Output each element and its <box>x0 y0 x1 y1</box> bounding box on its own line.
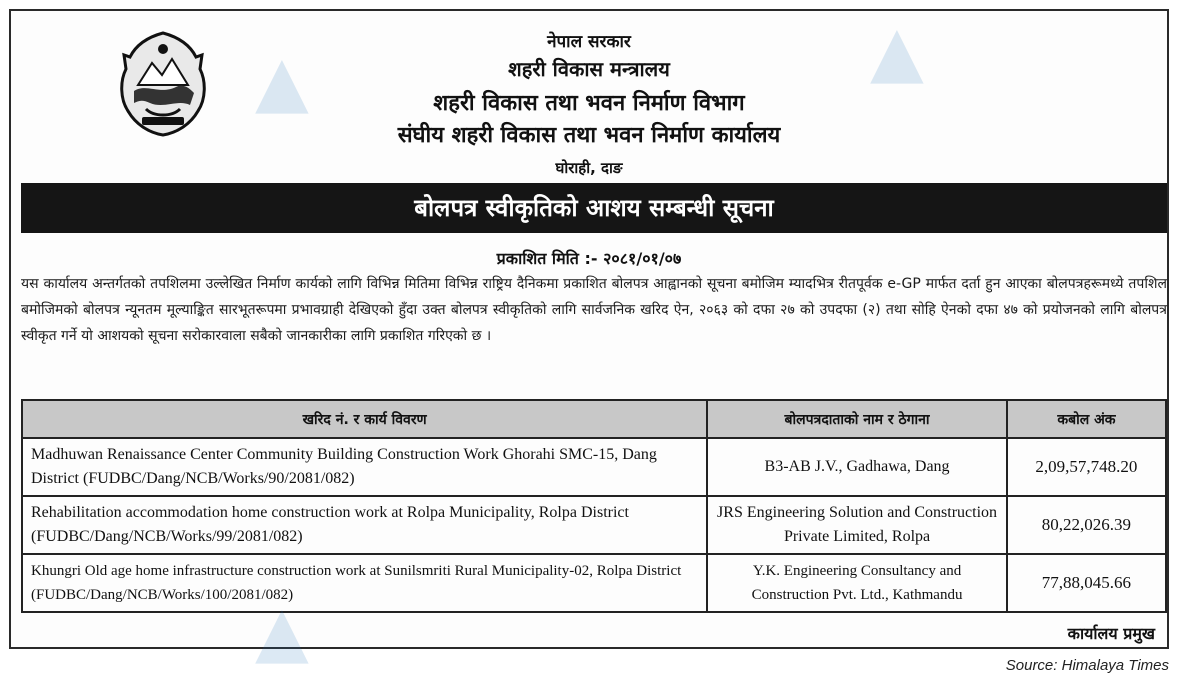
published-date: प्रकाशित मिति :- २०८१/०१/०७ <box>496 249 682 268</box>
notice-document <box>9 9 1169 649</box>
table-row <box>22 496 1166 554</box>
row-amount: 2,09,57,748.20 <box>1007 438 1166 496</box>
notice-body: यस कार्यालय अन्तर्गतको तपशिलमा उल्लेखित निर्माण कार्यको लागि विभिन्न मितिमा विभिन्न राष्ट्रिय दैनिकमा प्रकाशित बोलपत्र आह्वानको सूचना बमोजिम म्यादभित्र रीतपूर्वक e-GP मार्फत दर्ता हुन आएका बोलपत्रहरूमध्ये तपशिल बमोजिमको बोलपत्र न्यूनतम मूल्याङ्कित सारभूतरूपमा प्रभावग्राही देखिएको हुँदा उक्त बोलपत्र स्वीकृतिको लागि सार्वजनिक खरिद ऐन, २०६३ को दफा २७ को उपदफा (२) तथा सोहि ऐनको दफा ४७ को प्रयोजनको लागि बोलपत्र स्वीकृत गर्ने यो आशयको सूचना सरोकारवाला सबैको जानकारीका लागि प्रकाशित गरिएको छ । <box>21 276 1167 344</box>
row-amount: 77,88,045.66 <box>1007 554 1166 612</box>
row-amount: 80,22,026.39 <box>1007 496 1166 554</box>
header-ministry: शहरी विकास मन्त्रालय <box>508 57 670 81</box>
column-header-amount: कबोल अंक <box>1007 400 1166 438</box>
signature-office-chief: कार्यालय प्रमुख <box>1067 624 1155 643</box>
notice-title: बोलपत्र स्वीकृतिको आशय सम्बन्धी सूचना <box>21 183 1167 233</box>
table-row <box>22 554 1166 612</box>
row-description: Khungri Old age home infrastructure construction work at Sunilsmriti Rural Municipality-02, Rolpa District (FUDBC/Dang/NCB/Works/100/2081/082) <box>22 554 707 612</box>
source-credit: Source: Himalaya Times <box>1005 657 1169 674</box>
row-bidder: B3-AB J.V., Gadhawa, Dang <box>707 438 1007 496</box>
header-government: नेपाल सरकार <box>547 32 631 52</box>
row-bidder: Y.K. Engineering Consultancy and Construction Pvt. Ltd., Kathmandu <box>707 554 1007 612</box>
table-row <box>22 438 1166 496</box>
row-description: Rehabilitation accommodation home construction work at Rolpa Municipality, Rolpa District (FUDBC/Dang/NCB/Works/99/2081/082) <box>22 496 707 554</box>
bid-table <box>21 399 1167 613</box>
header-office: संघीय शहरी विकास तथा भवन निर्माण कार्यालय <box>397 123 781 148</box>
header-location: घोराही, दाङ <box>555 159 623 177</box>
column-header-bidder: बोलपत्रदाताको नाम र ठेगाना <box>707 400 1007 438</box>
table-header-row <box>22 400 1166 438</box>
header-department: शहरी विकास तथा भवन निर्माण विभाग <box>433 91 745 116</box>
column-header-description: खरिद नं. र कार्य विवरण <box>22 400 707 438</box>
row-bidder: JRS Engineering Solution and Construction Private Limited, Rolpa <box>707 496 1007 554</box>
row-description: Madhuwan Renaissance Center Community Building Construction Work Ghorahi SMC-15, Dang District (FUDBC/Dang/NCB/Works/90/2081/082) <box>22 438 707 496</box>
